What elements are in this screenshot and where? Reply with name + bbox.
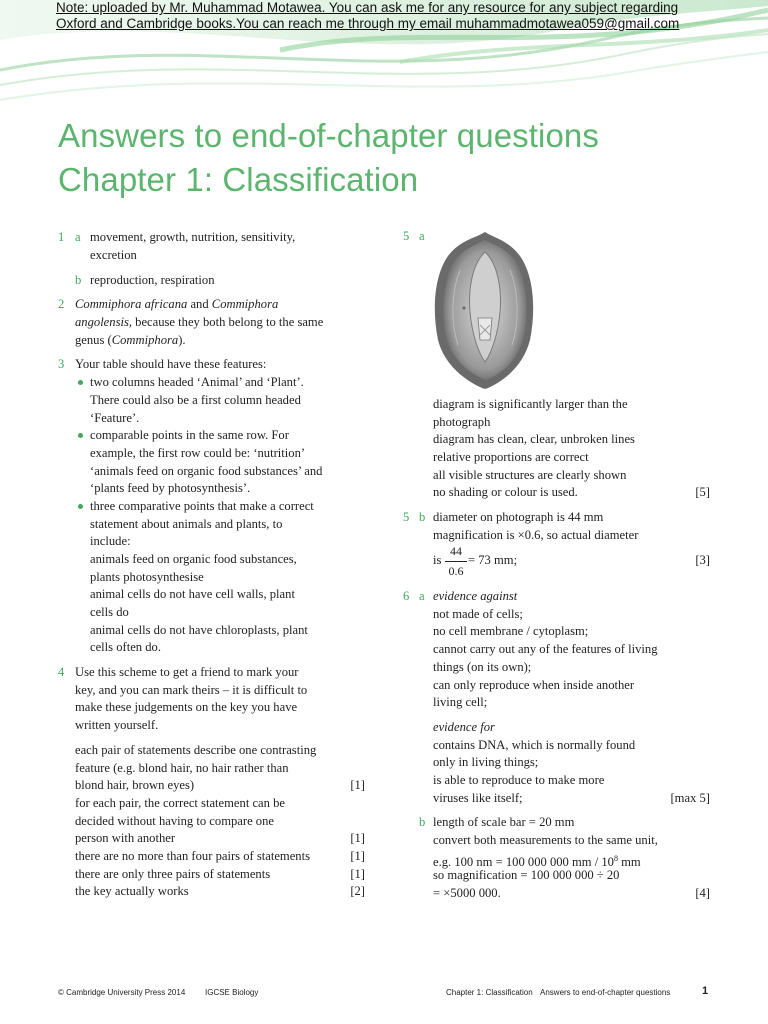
answer-text: reproduction, respiration <box>90 273 215 287</box>
answer-text: things (on its own); <box>433 660 532 674</box>
answer-text: diagram has clean, clear, unbroken lines <box>433 432 635 446</box>
uploader-note <box>56 0 756 32</box>
answer-text <box>75 332 186 350</box>
answer-text: excretion <box>90 248 137 262</box>
mark-allocation: [4] <box>695 886 710 900</box>
answer-text: ‘plants feed by photosynthesis’. <box>90 481 251 495</box>
fraction-denominator: 0.6 <box>448 564 464 578</box>
answer-text: key, and you can mark theirs – it is difficult to <box>75 683 308 697</box>
answer-text: written yourself. <box>75 718 159 732</box>
answer-text: is able to reproduce to make more <box>433 773 605 787</box>
answer-text: person with another <box>75 831 176 845</box>
answer-text: statement about animals and plants, to <box>90 517 283 531</box>
species-name: Commiphora africana <box>75 297 188 311</box>
bullet-icon <box>78 380 83 385</box>
answer-text <box>75 296 278 314</box>
fraction-bar <box>445 561 467 562</box>
answer-text: include: <box>90 534 131 548</box>
answer-text: ). <box>178 333 186 347</box>
species-name: angolensis <box>75 315 129 329</box>
answer-text: only in living things; <box>433 755 539 769</box>
answer-text: for each pair, the correct statement can be <box>75 796 285 810</box>
answer-text: Use this scheme to get a friend to mark your <box>75 665 299 679</box>
mark-allocation: [2] <box>350 884 365 898</box>
answer-text: animal cells do not have chloroplasts, plant <box>90 623 308 637</box>
question-number: 6 <box>403 589 410 603</box>
exponent: 8 <box>613 854 618 863</box>
answer-text: living cell; <box>433 695 488 709</box>
answer-text: viruses like itself; <box>433 791 523 805</box>
answer-text: example, the first row could be: ‘nutrition’ <box>90 446 306 460</box>
answer-text: feature (e.g. blond hair, no hair rather than <box>75 761 289 775</box>
question-number: 5 <box>403 229 410 243</box>
uploader-note-line1: Note: uploaded by Mr. Muhammad Motawea. You can ask me for any resource for any subject regarding <box>56 0 679 15</box>
answer-text: length of scale bar = 20 mm <box>433 815 575 829</box>
answer-text: = ×5000 000. <box>433 886 501 900</box>
answer-text: there are only three pairs of statements <box>75 867 271 881</box>
answer-text <box>75 314 323 332</box>
mark-allocation: [1] <box>350 831 365 845</box>
answer-text: no cell membrane / cytoplasm; <box>433 624 589 638</box>
question-number: 4 <box>58 665 65 679</box>
answer-text: not made of cells; <box>433 607 523 621</box>
page-number: 1 <box>702 985 709 997</box>
part-letter: a <box>75 230 81 244</box>
answer-text: ‘animals feed on organic food substances’ and <box>90 464 323 478</box>
answer-text: ‘Feature’. <box>90 411 140 425</box>
mark-allocation: [max 5] <box>670 791 710 805</box>
answer-text: e.g. 100 nm = 100 000 000 mm / 10 <box>433 855 614 870</box>
footer-title: Answers to end-of-chapter questions <box>540 988 671 997</box>
answer-text: mm <box>617 855 641 870</box>
genus-name: Commiphora <box>111 333 179 347</box>
answer-text: diagram is significantly larger than the <box>433 397 628 411</box>
answer-text: = 73 mm; <box>468 553 518 567</box>
bullet-icon <box>78 504 83 509</box>
answer-text: is <box>433 553 442 567</box>
answer-text: and <box>187 297 212 311</box>
question-number: 2 <box>58 297 65 311</box>
question-number: 3 <box>58 357 65 371</box>
question-number: 5 <box>403 510 410 524</box>
mark-allocation: [1] <box>350 778 365 792</box>
footer-book: IGCSE Biology <box>205 988 259 997</box>
footer-copyright: © Cambridge University Press 2014 <box>58 988 186 997</box>
answer-text: photograph <box>433 415 491 429</box>
answer-text: animal cells do not have cell walls, plant <box>90 587 295 601</box>
section-label: evidence against <box>433 589 518 603</box>
answer-text: three comparative points that make a correct <box>90 499 314 513</box>
answer-text: decided without having to compare one <box>75 814 274 828</box>
answer-text: cells do <box>90 605 129 619</box>
mark-allocation: [5] <box>695 485 710 499</box>
part-letter: b <box>75 273 82 287</box>
answer-text: no shading or colour is used. <box>433 485 578 499</box>
fruit-cross-section-photo <box>430 230 540 390</box>
section-label: evidence for <box>433 720 495 734</box>
answer-text: cells often do. <box>90 640 161 654</box>
part-letter: b <box>419 815 426 829</box>
part-letter: a <box>419 229 425 243</box>
question-number: 1 <box>58 230 65 244</box>
uploader-note-line2: Oxford and Cambridge books.You can reach me through my email muhammadmotawea059@gmail.com <box>56 16 680 31</box>
answer-text: relative proportions are correct <box>433 450 589 464</box>
mark-allocation: [1] <box>350 867 365 881</box>
answer-text: each pair of statements describe one contrasting <box>75 743 317 757</box>
answer-text: cannot carry out any of the features of living <box>433 642 658 656</box>
answer-text: all visible structures are clearly shown <box>433 468 627 482</box>
mark-allocation: [1] <box>350 849 365 863</box>
answer-text: make these judgements on the key you have <box>75 700 298 714</box>
answer-text: genus ( <box>75 333 112 347</box>
answer-text: there are no more than four pairs of statements <box>75 849 310 863</box>
footer-chapter: Chapter 1: Classification <box>446 988 533 997</box>
answer-text: comparable points in the same row. For <box>90 428 289 442</box>
answer-text: two columns headed ‘Animal’ and ‘Plant’. <box>90 375 304 389</box>
answer-text: diameter on photograph is 44 mm <box>433 510 604 524</box>
answer-text: convert both measurements to the same unit, <box>433 833 658 847</box>
answer-text: , because they both belong to the same <box>128 315 324 329</box>
page-title-line1: Answers to end-of-chapter questions <box>58 117 599 154</box>
answer-text: magnification is ×0.6, so actual diameter <box>433 528 639 542</box>
fraction-numerator: 44 <box>450 544 462 558</box>
part-letter: a <box>419 589 425 603</box>
answer-text: Your table should have these features: <box>75 357 267 371</box>
answer-text: the key actually works <box>75 884 189 898</box>
answer-text: so magnification = 100 000 000 ÷ 20 <box>433 868 620 882</box>
species-name: Commiphora <box>211 297 279 311</box>
answer-text: can only reproduce when inside another <box>433 678 635 692</box>
answer-text: blond hair, brown eyes) <box>75 778 195 792</box>
bullet-icon <box>78 433 83 438</box>
answer-text: plants photosynthesise <box>90 570 204 584</box>
answer-text: movement, growth, nutrition, sensitivity, <box>90 230 296 244</box>
mark-allocation: [3] <box>695 553 710 567</box>
page-title-line2: Chapter 1: Classification <box>58 161 419 198</box>
part-letter: b <box>419 510 426 524</box>
answer-text: There could also be a first column headed <box>90 393 301 407</box>
answer-text: animals feed on organic food substances, <box>90 552 297 566</box>
answer-text: contains DNA, which is normally found <box>433 738 636 752</box>
